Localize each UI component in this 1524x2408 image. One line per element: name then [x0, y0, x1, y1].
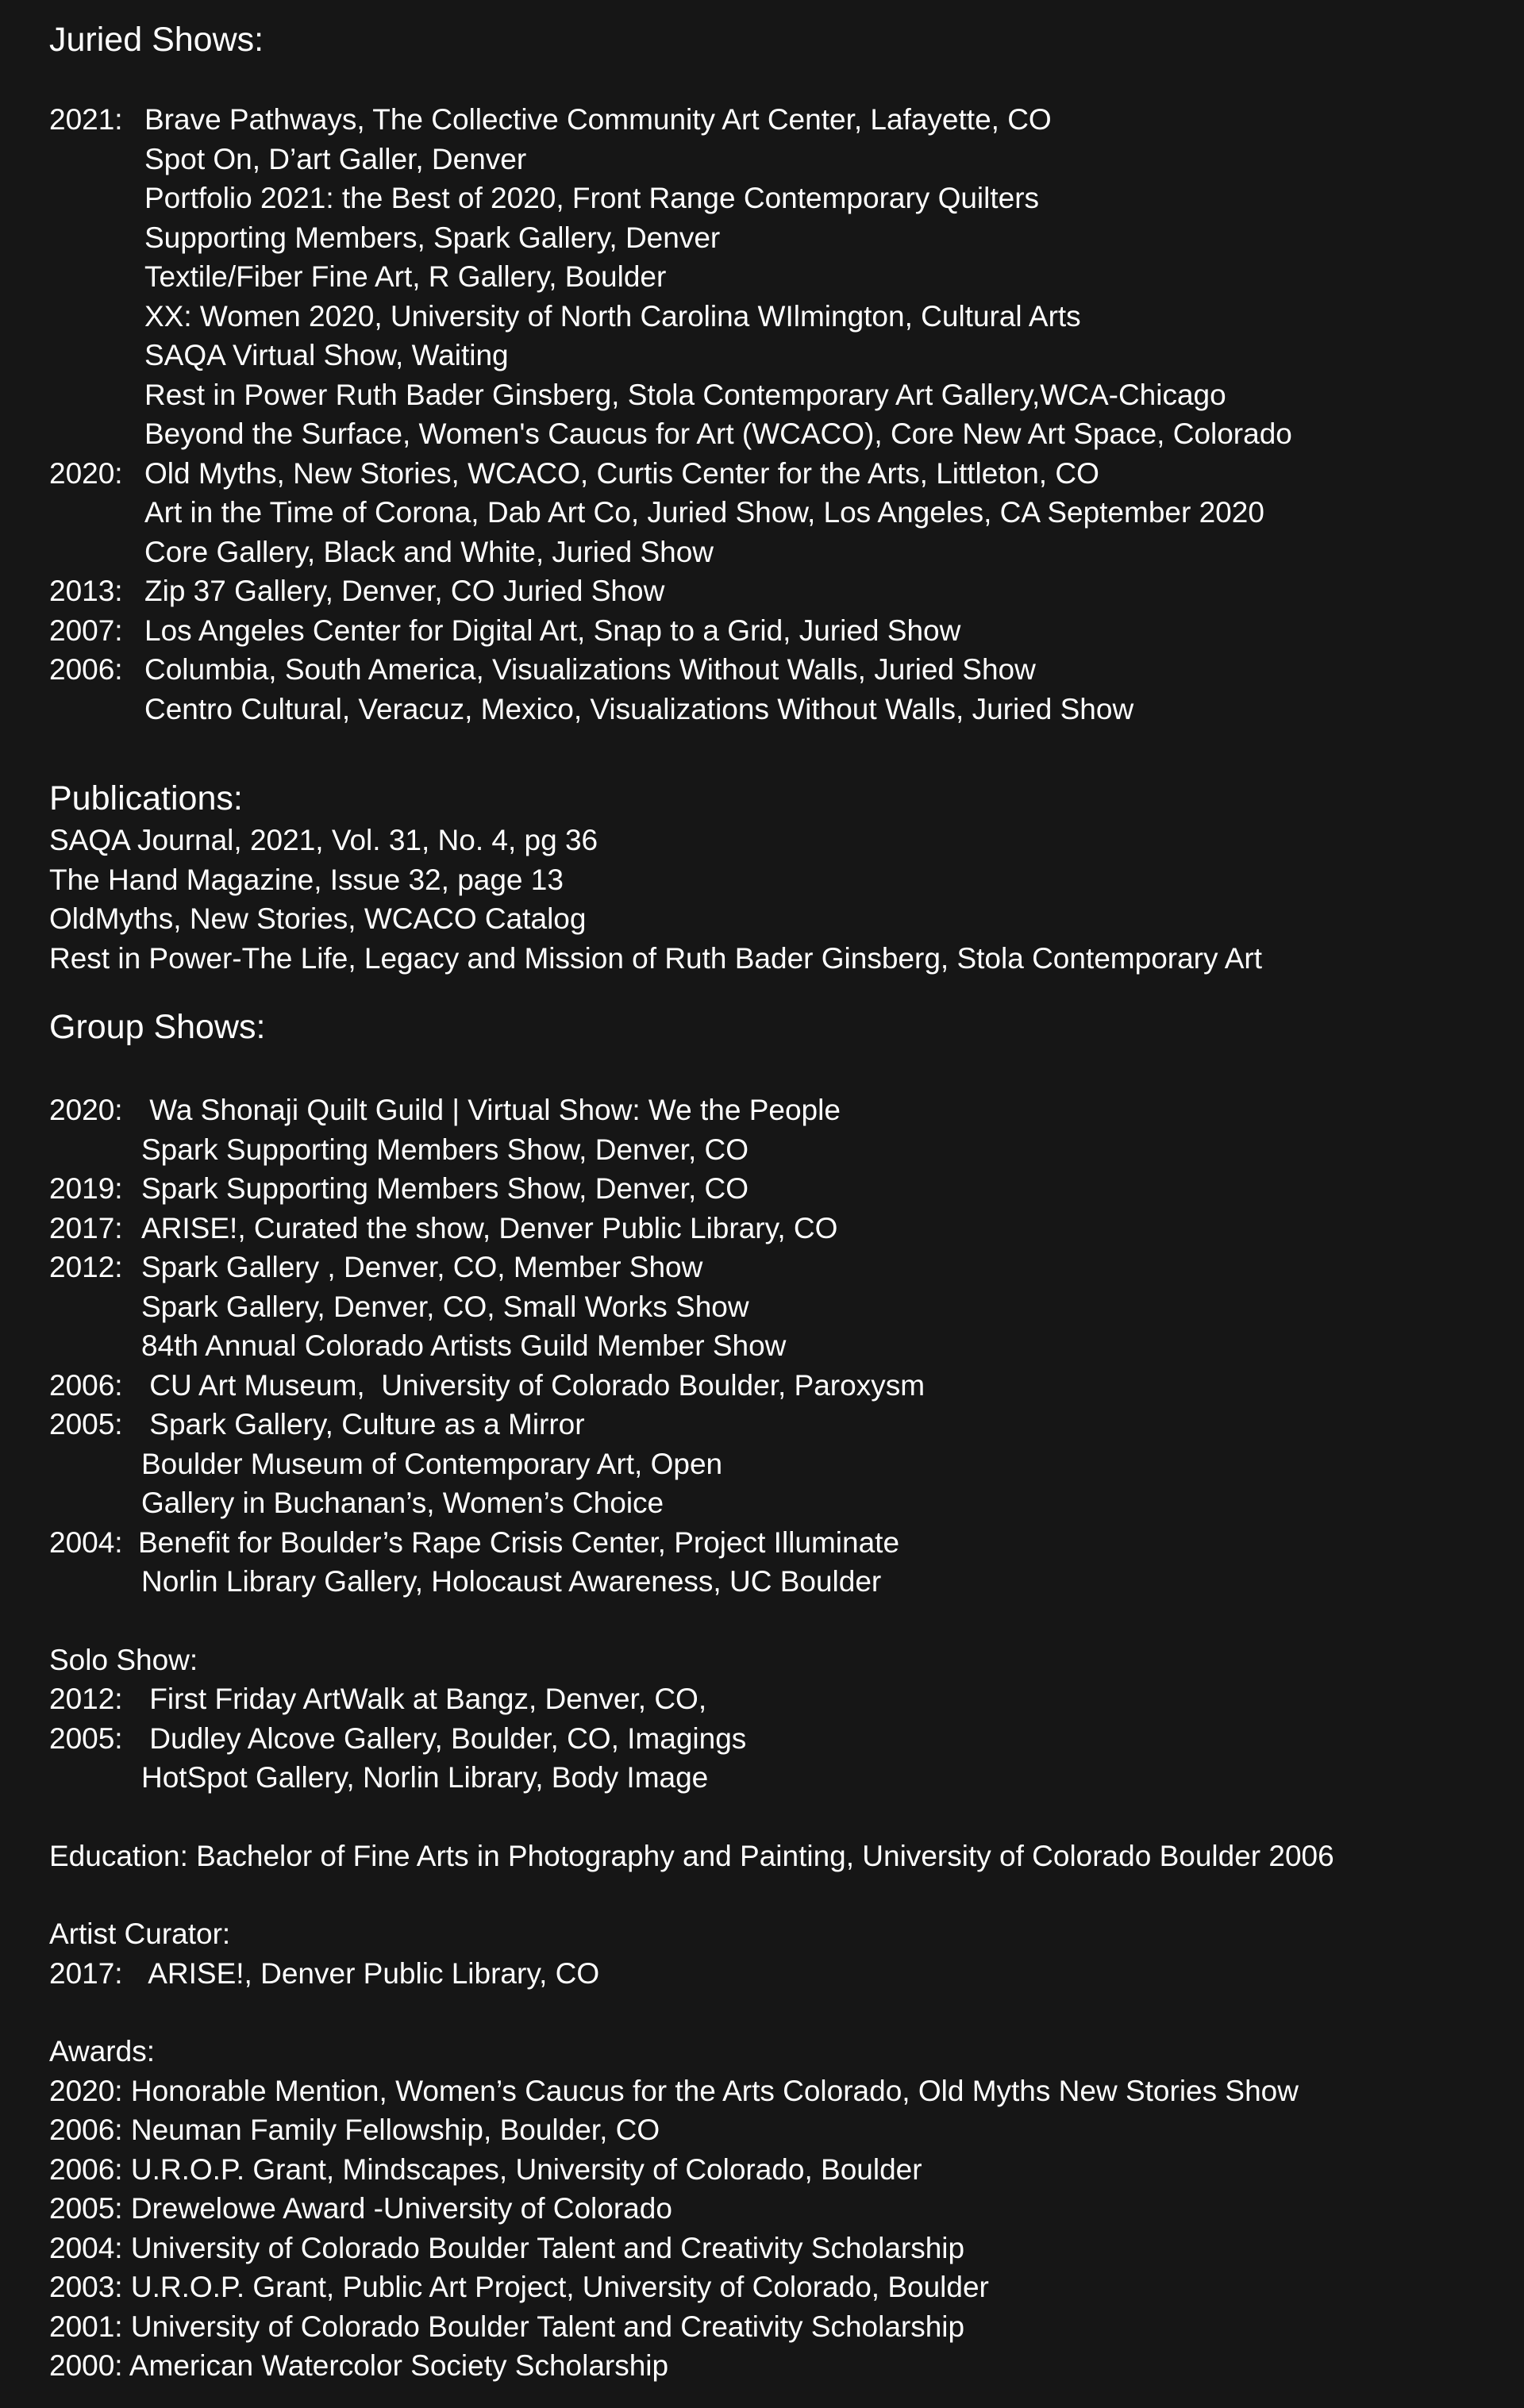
list-item: [49, 1209, 1524, 1248]
entry-year: 2007:: [49, 614, 123, 647]
entry-text: Spark Supporting Members Show, Denver, CO: [141, 1172, 749, 1205]
awards-heading: Awards:: [49, 2035, 155, 2068]
entry-text: Centro Cultural, Veracuz, Mexico, Visualizations Without Walls, Juried Show: [144, 692, 1134, 725]
list-item: [49, 179, 1524, 218]
list-item: [49, 1366, 1524, 1406]
list-item: [49, 218, 1524, 258]
list-item: [49, 454, 1524, 494]
entry-text: Spark Gallery , Denver, CO, Member Show: [141, 1251, 703, 1283]
list-item: [49, 140, 1524, 179]
list-item: 2003: U.R.O.P. Grant, Public Art Project, University of Colorado, Boulder: [49, 2271, 989, 2303]
list-item: OldMyths, New Stories, WCACO Catalog: [49, 902, 587, 935]
list-item: [49, 297, 1524, 337]
list-item: SAQA Journal, 2021, Vol. 31, No. 4, pg 36: [49, 824, 598, 856]
entry-year: 2005:: [49, 1721, 123, 1755]
entry-year: 2021:: [49, 103, 123, 136]
list-item: [49, 611, 1524, 651]
entry-year: 2013:: [49, 575, 123, 607]
entry-text: ARISE!, Curated the show, Denver Public Library, CO: [141, 1211, 838, 1244]
entry-text: Benefit for Boulder’s Rape Crisis Center, Project Illuminate: [138, 1525, 900, 1559]
solo-show-heading: Solo Show:: [49, 1643, 198, 1676]
entry-text: Supporting Members, Spark Gallery, Denver: [144, 221, 721, 254]
list-item: [49, 100, 1524, 140]
list-item: [49, 375, 1524, 415]
entry-year: 2017:: [49, 1211, 123, 1244]
entry-text: XX: Women 2020, University of North Carolina WIlmington, Cultural Arts: [144, 299, 1081, 333]
entry-text: Spark Supporting Members Show, Denver, CO: [141, 1133, 749, 1166]
list-item: 2006: U.R.O.P. Grant, Mindscapes, University of Colorado, Boulder: [49, 2152, 922, 2186]
group-shows-heading: Group Shows:: [49, 1008, 266, 1046]
list-item: [49, 1326, 1524, 1366]
artist-curator-section: [49, 1914, 1524, 1993]
education-section: [49, 1837, 1524, 1876]
entry-text: SAQA Virtual Show, Waiting: [144, 339, 509, 371]
entry-text: 84th Annual Colorado Artists Guild Member Show: [141, 1329, 787, 1362]
entry-year: 2006:: [49, 1368, 123, 1402]
juried-shows-heading: Juried Shows:: [49, 21, 264, 59]
group-shows-section: [49, 1005, 1524, 1602]
entry-text: HotSpot Gallery, Norlin Library, Body Image: [141, 1761, 709, 1794]
list-item: The Hand Magazine, Issue 32, page 13: [49, 863, 564, 896]
list-item: [49, 1130, 1524, 1170]
list-item: 2005: Drewelowe Award -University of Colorado: [49, 2192, 672, 2225]
education-text: Education: Bachelor of Fine Arts in Photography and Painting, University of Colorado Boulder 2006: [49, 1839, 1334, 1872]
entry-text: Boulder Museum of Contemporary Art, Open: [141, 1447, 723, 1480]
list-item: 2006: Neuman Family Fellowship, Boulder, CO: [49, 2114, 660, 2146]
entry-year: 2020:: [49, 456, 123, 490]
list-item: [49, 1248, 1524, 1287]
entry-text: Norlin Library Gallery, Holocaust Awareness, UC Boulder: [141, 1565, 882, 1598]
entry-text: Columbia, South America, Visualizations Without Walls, Juried Show: [144, 653, 1036, 686]
group-shows-list: [49, 1091, 1524, 1602]
list-item: [49, 1444, 1524, 1484]
list-item: [49, 1523, 1524, 1563]
entry-text: Spark Gallery, Culture as a Mirror: [141, 1408, 585, 1441]
entry-year: 2012:: [49, 1251, 123, 1283]
entry-year: 2017:: [49, 1956, 123, 1990]
list-item: 2020: Honorable Mention, Women’s Caucus for the Arts Colorado, Old Myths New Stories Show: [49, 2074, 1299, 2107]
entry-text: Spark Gallery, Denver, CO, Small Works Show: [141, 1290, 749, 1323]
list-item: [49, 1483, 1524, 1523]
entry-text: Core Gallery, Black and White, Juried Show: [144, 535, 714, 568]
list-item: [49, 1562, 1524, 1602]
entry-text: Brave Pathways, The Collective Community Art Center, Lafayette, CO: [144, 103, 1052, 136]
list-item: [49, 1169, 1524, 1209]
entry-text: CU Art Museum, University of Colorado Boulder, Paroxysm: [141, 1368, 926, 1402]
entry-text: Los Angeles Center for Digital Art, Snap to a Grid, Juried Show: [144, 614, 961, 647]
publications-section: [49, 776, 1524, 978]
list-item: Rest in Power-The Life, Legacy and Mission of Ruth Bader Ginsberg, Stola Contemporary Art: [49, 941, 1263, 975]
entry-text: Beyond the Surface, Women's Caucus for Art (WCACO), Core New Art Space, Colorado: [144, 417, 1292, 450]
list-item: 2001: University of Colorado Boulder Talent and Creativity Scholarship: [49, 2310, 965, 2343]
list-item: [49, 336, 1524, 375]
list-item: [49, 414, 1524, 454]
entry-text: Spot On, D’art Galler, Denver: [144, 142, 527, 175]
entry-year: 2005:: [49, 1408, 123, 1441]
list-item: [49, 690, 1524, 729]
entry-text: ARISE!, Denver Public Library, CO: [141, 1956, 600, 1990]
entry-year: 2004:: [49, 1525, 123, 1559]
list-item: [49, 1405, 1524, 1444]
artist-curator-list: [49, 1954, 1524, 1994]
list-item: 2000: American Watercolor Society Scholarship: [49, 2349, 669, 2382]
entry-text: Dudley Alcove Gallery, Boulder, CO, Imagings: [141, 1721, 747, 1755]
entry-text: Art in the Time of Corona, Dab Art Co, Juried Show, Los Angeles, CA September 2020: [144, 496, 1264, 529]
entry-text: Old Myths, New Stories, WCACO, Curtis Center for the Arts, Littleton, CO: [144, 456, 1099, 490]
entry-year: 2020:: [49, 1094, 123, 1126]
juried-shows-list: [49, 100, 1524, 729]
list-item: 2004: University of Colorado Boulder Talent and Creativity Scholarship: [49, 2231, 965, 2264]
entry-text: Rest in Power Ruth Bader Ginsberg, Stola Contemporary Art Gallery,WCA-Chicago: [144, 378, 1226, 411]
list-item: [49, 493, 1524, 533]
list-item: [49, 533, 1524, 572]
list-item: [49, 571, 1524, 611]
entry-text: Gallery in Buchanan’s, Women’s Choice: [141, 1487, 664, 1519]
entry-text: First Friday ArtWalk at Bangz, Denver, CO,: [141, 1683, 707, 1715]
artist-curator-heading: Artist Curator:: [49, 1918, 231, 1950]
entry-year: 2006:: [49, 653, 123, 686]
awards-list: [49, 2071, 1524, 2386]
awards-section: [49, 2032, 1524, 2386]
entry-year: 2012:: [49, 1683, 123, 1715]
publications-heading: Publications:: [49, 779, 243, 817]
list-item: [49, 257, 1524, 297]
list-item: [49, 1954, 1524, 1994]
list-item: [49, 1719, 1524, 1759]
list-item: [49, 1287, 1524, 1327]
entry-text: Portfolio 2021: the Best of 2020, Front Range Contemporary Quilters: [144, 182, 1040, 214]
publications-list: [49, 821, 1524, 978]
entry-year: 2019:: [49, 1172, 123, 1205]
entry-text: Wa Shonaji Quilt Guild | Virtual Show: We the People: [141, 1094, 841, 1126]
list-item: [49, 1679, 1524, 1719]
juried-shows-section: [49, 17, 1524, 729]
entry-text: Zip 37 Gallery, Denver, CO Juried Show: [144, 575, 665, 607]
solo-show-list: [49, 1679, 1524, 1798]
solo-show-section: [49, 1641, 1524, 1798]
entry-text: Textile/Fiber Fine Art, R Gallery, Boulder: [144, 260, 667, 293]
list-item: [49, 1758, 1524, 1798]
list-item: [49, 650, 1524, 690]
list-item: [49, 1091, 1524, 1130]
